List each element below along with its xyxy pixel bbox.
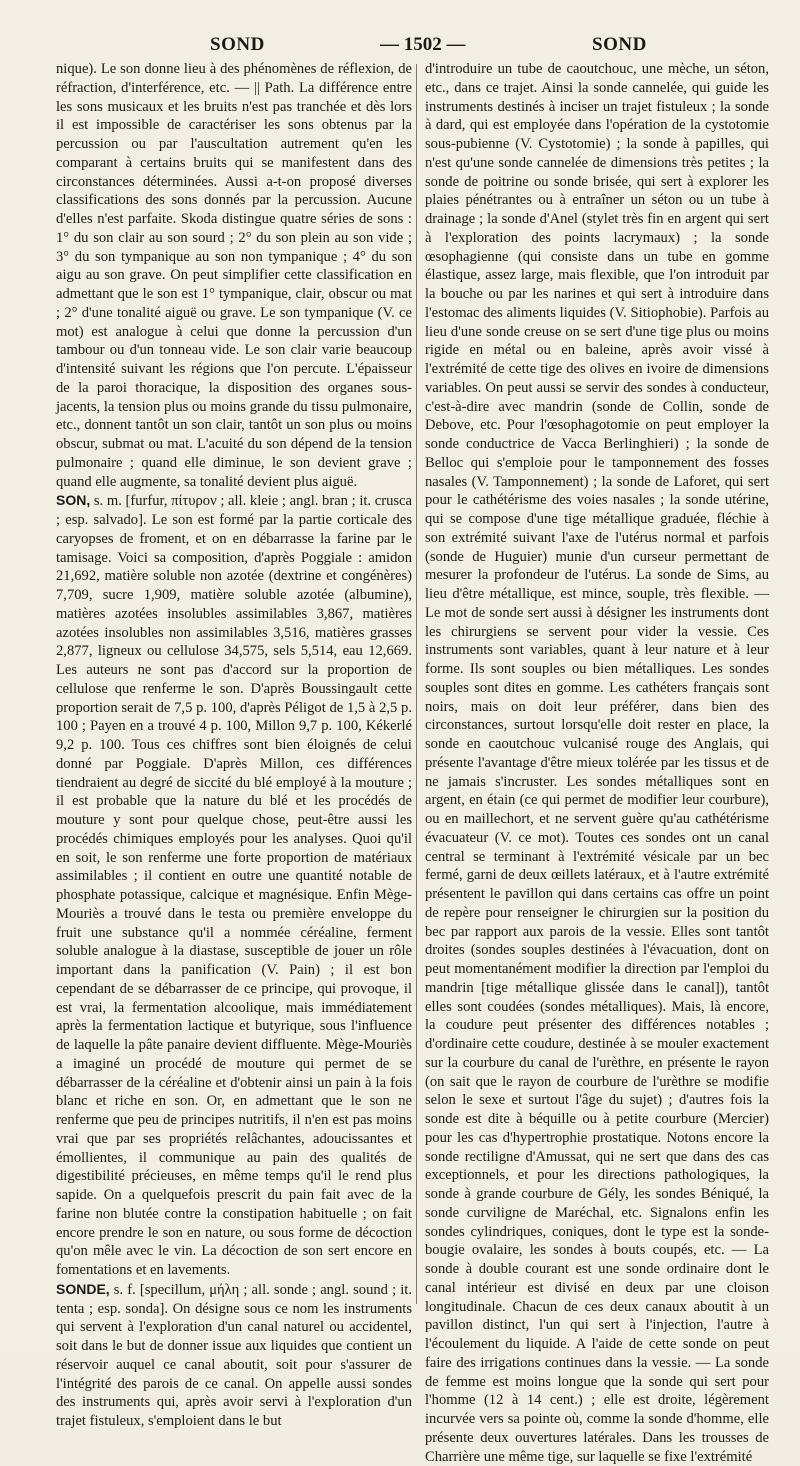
header-left-word: SOND bbox=[210, 34, 265, 55]
paragraph-son-acoustics: nique). Le son donne lieu à des phénomènes de réflexion, de réfraction, d'interférence, etc. — || Path. La différence entre les sons musicaux et les bruits n'est pas tranchée et dès lors il est impossible de caractériser les sons obtenus par la percussion ou par l'auscultation autrement qu'en les comparant à certains bruits qui se manifestent dans des circonstances déterminées. Aussi a-t-on proposé diverses classifications des sons donnés par la percussion. Aucune d'elles n'est parfaite. Skoda distingue quatre séries de sons : 1° du son clair au son sourd ; 2° du son plein au son vide ; 3° du son tympanique au son non tympanique ; 4° du son aigu au son grave. On peut simplifier cette classification en admettant que le son est 1° tympanique, clair, obscur ou mat ; 2° d'une tonalité aiguë ou grave. Le son tympanique (V. ce mot) est analogue à celui que donne la percussion d'un tambour ou d'un tonneau vide. Le son clair varie beaucoup d'intensité suivant les régions que l'on percute. L'épaisseur de la paroi thoracique, la disposition des organes sous-jacents, la tension plus ou moins grande du tissu pulmonaire, etc., donnent tantôt un son clair, tantôt un son plus ou moins obscur, submat ou mat. L'acuité du son dépend de la tension pulmonaire ; quand elle diminue, le son devient grave ; quand elle augmente, sa tonalité devient plus aiguë. bbox=[56, 61, 412, 490]
entry-headword-sonde: SONDE, bbox=[56, 1280, 110, 1297]
column-divider bbox=[416, 64, 417, 1304]
paragraph-sonde-continued: d'introduire un tube de caoutchouc, une mèche, un séton, etc., dans ce trajet. Ainsi la sonde cannelée, qui guide les instruments destinés à inciser un trajet fistuleux ; la sonde à dard, qui est employée dans l'opération de la cystotomie sous-pubienne (V. Cystotomie) ; la sonde à papilles, qui n'est qu'une sonde cannelée de dimensions très petites ; la sonde de poitrine ou sonde brisée, qui sert à explorer les plaies pénétrantes ou à entraîner un séton ou un tube à drainage ; la sonde d'Anel (stylet très fin en argent qui sert à l'exploration des points lacrymaux) ; la sonde œsophagienne (qui consiste dans un tube en gomme élastique, assez large, mais flexible, que l'on introduit par la bouche ou par les narines et qui sert à introduire dans l'estomac des aliments liquides (V. Sitiophobie). Parfois au lieu d'une sonde creuse on se sert d'une tige plus ou moins rigide en métal ou en baleine, après avoir vissé à l'extrémité de cette tige des olives en ivoire de dimensions variables. On peut aussi se servir des sondes à conducteur, c'est-à-dire avec mandrin (sonde de Collin, sonde de Debove, etc. Pour l'œsophagotomie on peut employer la sonde conductrice de Vacca Berlinghieri) ; la sonde de Belloc qui s'emploie pour le tamponnement des fosses nasales (V. Tamponnement) ; la sonde de Laforet, qui sert pour le cathétérisme des voies nasales ; la sonde utérine, qui se compose d'une tige métallique graduée, fléchie à son extrémité suivant l'axe de l'utérus normal et parfois (sonde de Huguier) munie d'un curseur permettant de mesurer la profondeur de l'utérus. La sonde de Sims, au lieu d'être métallique, est mince, souple, très flexible. — Le mot de sonde sert aussi à désigner les instruments dont les chirurgiens se servent pour vider la vessie. Ces instruments sont variables, quant à leur nature et à leur forme. Ils sont souples ou bien métalliques. Les sondes souples sont dites en gomme. Les cathéters français sont noirs, mais on doit leur préférer, dans bien des circonstances, surtout lorsqu'elle doit rester en place, la sonde en caoutchouc vulcanisé rouge des Anglais, qui présente l'avantage d'être mieux tolérée par les tissus et de ne jamais s'incruster. Les sondes métalliques sont en argent, en étain (ce qui permet de modifier leur courbure), ou en maillechort, et ne servent guère qu'au cathétérisme évacuateur (V. ce mot). Toutes ces sondes ont un canal central se terminant à l'extrémité vésicale par un bec fermé, garni de deux œillets latéraux, et à l'autre extrémité présentent le pavillon qui dans certains cas offre un point de repère pour renseigner le chirurgien sur la position du bec par rapport aux parois de la vessie. Elles sont tantôt droites (sondes souples destinées à l'évacuation, dont on peut momentanément modifier la direction par l'emploi du mandrin [tige métallique glissée dans le canal]), tantôt elles sont coudées (sondes métalliques). Mais, là encore, la coudure peut présenter des différences notables ; d'ordinaire cette coudure, destinée à se mouler exactement sur la courbure du canal de l'urèthre, en présente le rayon (on sait que le rayon de courbure de l'urèthre se modifie selon le sexe et surtout l'âge du sujet) ; d'autres fois la sonde est dite à béquille ou à petite courbure (Mercier) pour les cas d'hypertrophie prostatique. Notons encore la sonde rectiligne d'Amussat, qui ne sert que dans des cas exceptionnels, et pour les directions pathologiques, la sonde à grande courbure de Gély, les sondes Béniqué, la sonde curviligne de Maréchal, etc. Signalons enfin les sondes cylindriques, coniques, dont le type est la sonde-bougie ovalaire, les sondes à bouts coupés, etc. — La sonde à double courant est une sonde ordinaire dont le canal intérieur est divisé en deux par une cloison longitudinale. Chacun de ces deux canaux aboutit à un pavillon distinct, l'un qui sert à l'injection, l'autre à l'écoulement du liquide. A l'aide de cette sonde on peut faire des irrigations continues dans la vessie. — La sonde de femme est moins longue que la sonde qui sert pour l'homme (12 à 14 cent.) ; elle est droite, légèrement incurvée vers sa pointe où, comme la sonde d'homme, elle présente deux ouvertures latérales. Dans les trousses de Charrière une même tige, sur laquelle se fixe l'extrémité bbox=[425, 61, 769, 1465]
entry-body-sonde: s. f. [specillum, μήλη ; all. sonde ; angl. sound ; it. tenta ; esp. sonda]. On désigne sous ce nom les instruments qui servent à l'exploration d'un canal naturel ou accidentel, soit dans le but de donner issue aux liquides que contient un réservoir auquel ce canal aboutit, soit pour s'assurer de l'intégrité des parois de ce canal. On appelle aussi sondes des instruments qui, après avoir servi à l'exploration d'un trajet fistuleux, s'emploient dans le but bbox=[56, 1281, 412, 1429]
running-header bbox=[0, 34, 800, 60]
entry-son bbox=[56, 491, 412, 1280]
page-number: — 1502 — bbox=[380, 34, 466, 55]
entry-headword-son: SON, bbox=[56, 492, 91, 509]
entry-sonde bbox=[56, 1280, 412, 1431]
entry-body-son: s. m. [furfur, πίτυρον ; all. kleie ; angl. bran ; it. crusca ; esp. salvado]. Le son est formé par la partie corticale des caryopses de froment, et on en débarrasse la farine par le tamisage. Voici sa composition, d'après Poggiale : amidon 21,692, matière soluble non azotée (dextrine et congénères) 7,709, sucre 1,909, matière soluble azotée (albumine), matières azotées insolubles assimilables 3,867, matières azotées insolubles non assimilables 3,516, matières grasses 2,877, ligneux ou cellulose 34,575, sels 5,514, eau 12,669. Les auteurs ne sont pas d'accord sur la proportion de cellulose que renferme le son. D'après Boussingault cette proportion serait de 7,5 p. 100, d'après Péligot de 1,5 à 2,5 p. 100 ; Payen en a trouvé 4 p. 100, Millon 9,7 p. 100, Kékerlé 9,2 p. 100. Tous ces chiffres sont bien éloignés de celui donné par Poggiale. D'après Millon, ces différences tiendraient au degré de siccité du blé employé à la mouture ; il est probable que la nature du blé et les procédés de mouture y sont pour quelque chose, peut-être aussi les procédés chimiques employés pour les analyses. Quoi qu'il en soit, le son renferme une forte proportion de matériaux assimilables ; il contient en outre une quantité notable de phosphate potassique, calcique et magnésique. Enfin Mège-Mouriès a trouvé dans le testa ou première enveloppe du fruit une substance qu'il a nommée céréaline, ferment soluble analogue à la diastase, susceptible de jouer un rôle important dans la panification (V. Pain) ; il est bon cependant de se débarrasser de ce principe, qui provoque, il est vrai, la fermentation alcoolique, mais immédiatement après la fermentation lactique et butyrique, sous l'influence de laquelle la pâte panaire devient diffluente. Mège-Mouriès a imaginé un procédé de mouture qui permet de se débarrasser de la céréaline et d'obtenir ainsi un pain à la fois blanc et riche en son. Or, en admettant que le son ne renferme que peu de principes nutritifs, il n'en est pas moins vrai que par ses propriétés relâchantes, adoucissantes et émollientes, il communique au pain des qualités de digestibilité précieuses, en même temps qu'il le rend plus sapide. On a quelquefois prescrit du pain fait avec de la farine non blutée contre la constipation habituelle ; on fait encore prendre le son en nature, ou sous forme de décoction qu'on mêle avec le vin. La décoction de son sert encore en fomentations et en lavements. bbox=[56, 493, 413, 1278]
right-column bbox=[425, 60, 769, 1466]
header-right-word: SOND bbox=[592, 34, 647, 55]
left-column bbox=[56, 60, 412, 1431]
